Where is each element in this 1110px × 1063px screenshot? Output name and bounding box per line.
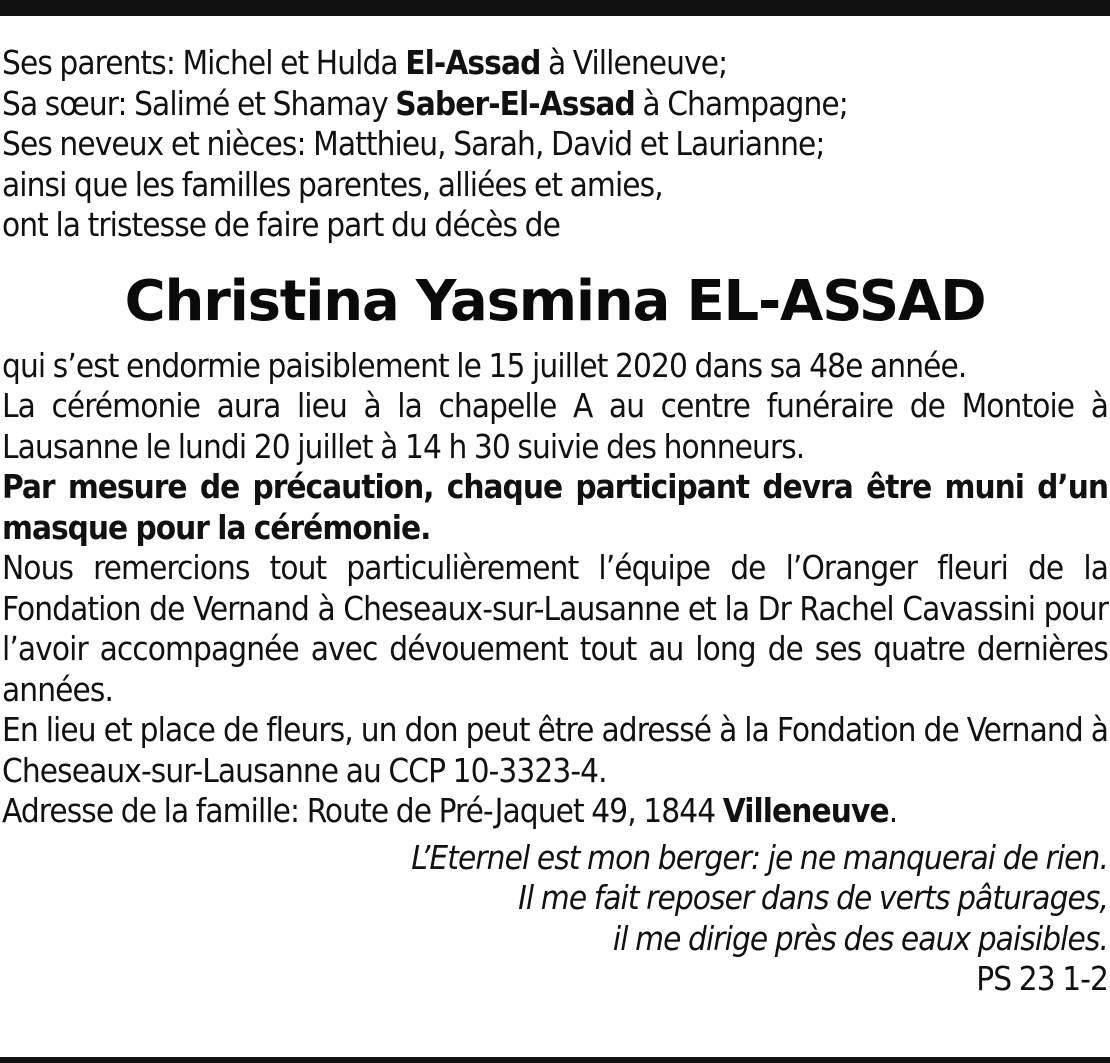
family-nephews-line: Ses neveux et nièces: Matthieu, Sarah, David et Laurianne; xyxy=(2,124,825,163)
quote-line-1: L’Eternel est mon berger: je ne manquerai de rien. xyxy=(411,837,1108,877)
deceased-name: Christina Yasmina EL-ASSAD xyxy=(124,268,986,334)
sister-text: Sa sœur: Salimé et Shamay xyxy=(2,83,396,123)
address-text: Adresse de la famille: Route de Pré-Jaquet 49, 1844 xyxy=(2,791,723,830)
family-parents-line xyxy=(2,43,1108,84)
announcement-line: ont la tristesse de faire part du décès de xyxy=(2,205,560,244)
top-border-rule xyxy=(0,0,1110,16)
parents-surname: El-Assad xyxy=(405,43,541,82)
quote-line-3: il me dirige près des eaux paisibles. xyxy=(612,918,1108,958)
parents-text: Ses parents: Michel et Hulda xyxy=(2,43,406,82)
sister-surname: Saber-El-Assad xyxy=(395,83,635,123)
family-relatives-line: ainsi que les familles parentes, alliées et amies, xyxy=(2,164,663,204)
parents-place: à Villeneuve; xyxy=(540,43,728,82)
bottom-border-rule xyxy=(0,1057,1110,1063)
mask-notice: Par mesure de précaution, chaque participant devra être muni d’un masque pour la cérémonie. xyxy=(2,467,1108,547)
quote-reference: PS 23 1-2 xyxy=(976,959,1108,998)
family-sister-line xyxy=(2,84,1108,125)
death-details: qui s’est endormie paisiblement le 15 juillet 2020 dans sa 48e année. xyxy=(2,345,967,385)
quote-line-2: Il me fait reposer dans de verts pâturages, xyxy=(518,878,1108,917)
thanks-paragraph: Nous remercions tout particulièrement l’équipe de l’Oranger fleuri de la Fondation de Vernand à Cheseaux-sur-Lausanne et la Dr Rachel Cavassini pour l’avoir accompagnée avec dévouement tout au long de ses quatre dernières années. xyxy=(2,548,1108,709)
address-end: . xyxy=(888,791,898,830)
donation-paragraph: En lieu et place de fleurs, un don peut être adressé à la Fondation de Vernand à Cheseaux-sur-Lausanne au CCP 10-3323-4. xyxy=(2,710,1108,790)
obituary-notice xyxy=(2,43,1108,1000)
address-town: Villeneuve xyxy=(722,791,889,830)
sister-place: à Champagne; xyxy=(634,83,848,123)
ceremony-details: La cérémonie aura lieu à la chapelle A au centre funéraire de Montoie à Lausanne le lundi 20 juillet à 14 h 30 suivie des honneurs. xyxy=(2,386,1108,466)
family-address xyxy=(2,791,1108,832)
